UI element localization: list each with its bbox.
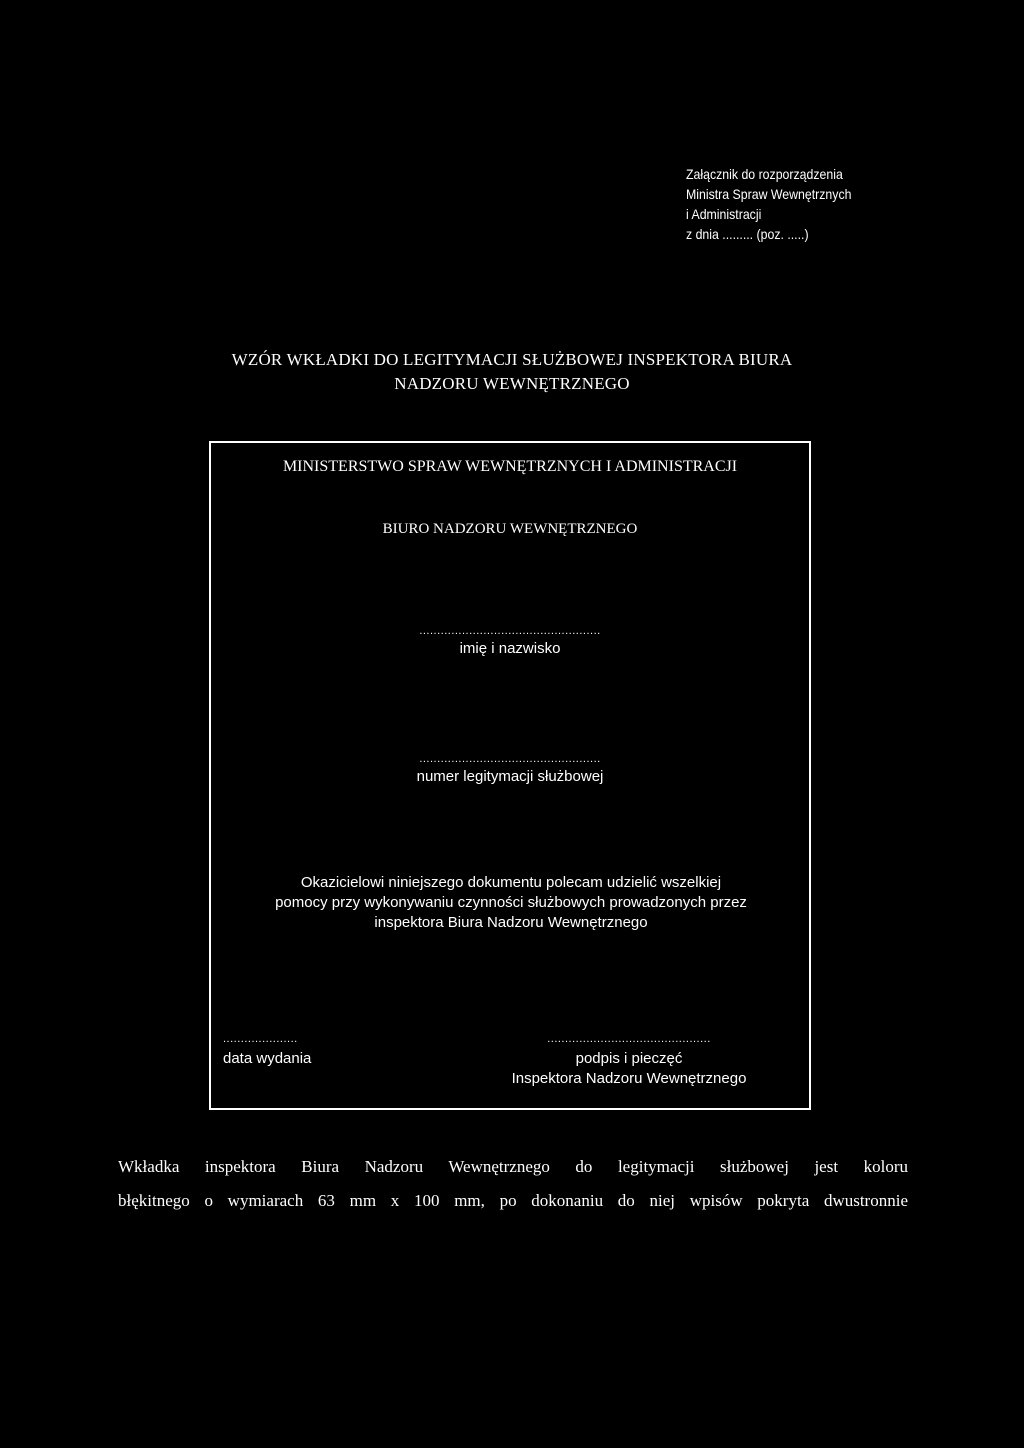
insert-description [118,1150,908,1218]
insert-description-line: błękitnego o wymiarach 63 mm x 100 mm, po dokonaniu do niej wpisów pokryta dwustronnie [118,1191,908,1210]
name-field-caption: imię i nazwisko [459,640,561,657]
annex-line: i Administracji [686,206,762,222]
office-name: BIURO NADZORU WEWNĘTRZNEGO [382,521,638,537]
annex-line: z dnia ......... (poz. .....) [686,226,809,242]
signature-dots: .............................................. [547,1033,711,1045]
ministry-name: MINISTERSTWO SPRAW WEWNĘTRZNYCH I ADMINISTRACJI [282,458,738,475]
document-title-line: WZÓR WKŁADKI DO LEGITYMACJI SŁUŻBOWEJ INSPEKTORA BIURA [231,350,793,369]
insert-description-line: Wkładka inspektora Biura Nadzoru Wewnętrznego do legitymacji służbowej jest koloru [118,1157,908,1176]
name-field [211,625,809,659]
assistance-paragraph-line: Okazicielowi niniejszego dokumentu polecam udzielić wszelkiej [300,874,722,891]
signature-caption-role: Inspektora Nadzoru Wewnętrznego [511,1070,747,1087]
assistance-paragraph-line: pomocy przy wykonywaniu czynności służbowych prowadzonych przez [275,894,747,911]
annex-line: Ministra Spraw Wewnętrznych [686,186,852,202]
id-number-field-dots: ................................................... [419,753,601,765]
signature-field [489,1033,769,1089]
name-field-dots: ................................................... [419,625,601,637]
signature-caption: podpis i pieczęć [575,1050,683,1067]
document-title-line: NADZORU WEWNĘTRZNEGO [394,374,630,393]
issue-date-caption: data wydania [223,1050,312,1067]
issue-date-field [223,1033,353,1069]
id-number-field-caption: numer legitymacji służbowej [416,768,604,785]
assistance-paragraph [231,873,791,933]
insert-template-frame [209,441,811,1110]
annex-header [686,164,851,244]
document-title [0,348,1024,396]
issue-date-dots: ..................... [223,1033,298,1045]
annex-line: Załącznik do rozporządzenia [686,166,843,182]
assistance-paragraph-line: inspektora Biura Nadzoru Wewnętrznego [374,914,648,931]
id-number-field [211,753,809,787]
